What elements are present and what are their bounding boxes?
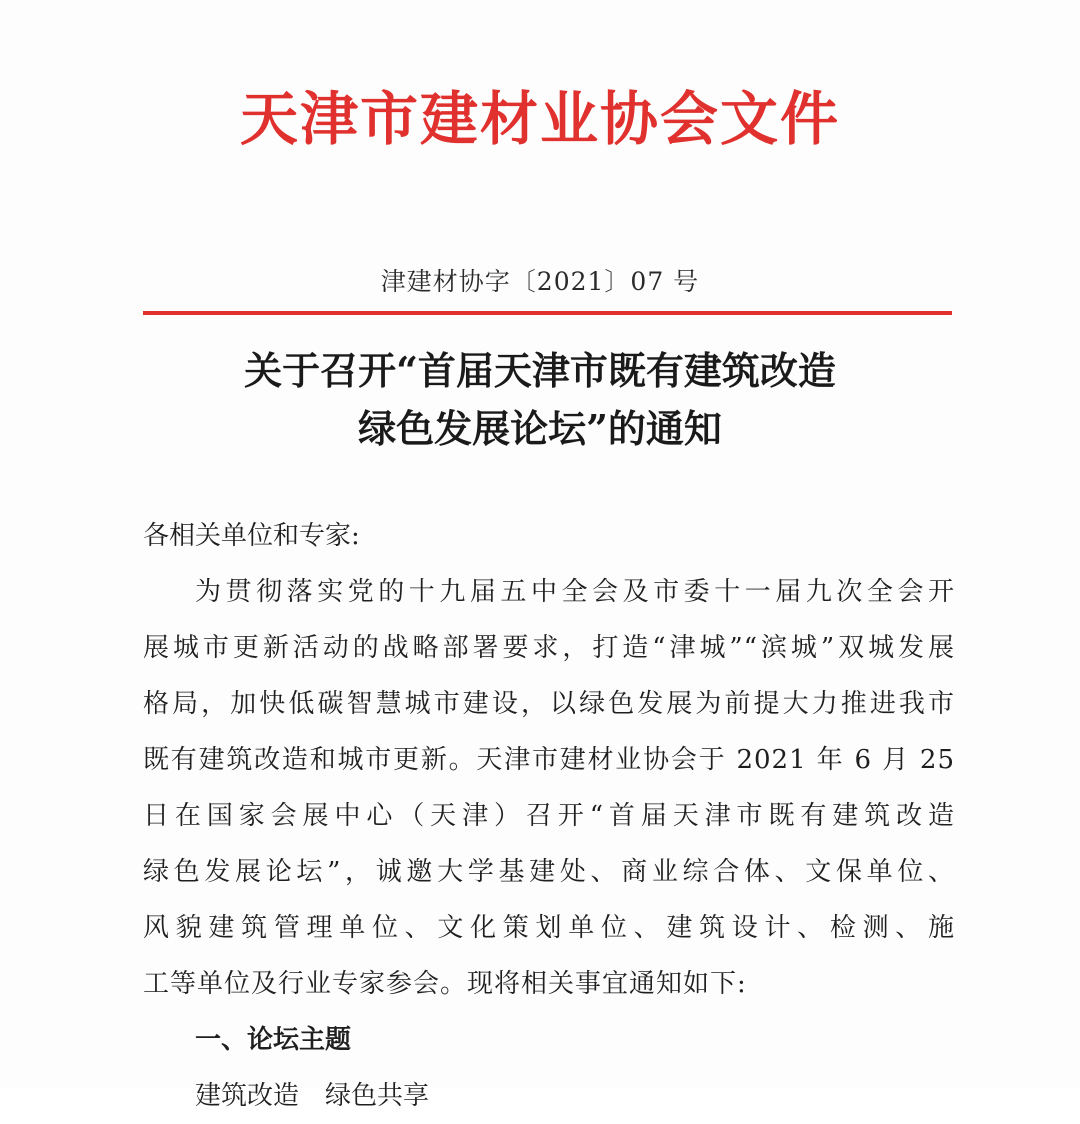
- notice-body: [143, 508, 955, 1124]
- paragraph-line: 绿色发展论坛”，诚邀大学基建处、商业综合体、文保单位、: [143, 857, 955, 887]
- paragraph-line: 格局，加快低碳智慧城市建设，以绿色发展为前提大力推进我市: [143, 689, 955, 719]
- paragraph-line: 风貌建筑管理单位、文化策划单位、建筑设计、检测、施: [143, 913, 955, 943]
- notice-title: [0, 342, 1080, 458]
- masthead-title: 天津市建材业协会文件: [239, 85, 840, 153]
- paragraph-line: 为贯彻落实党的十九届五中全会及市委十一届九次全会开: [195, 577, 955, 607]
- forum-theme-text: 建筑改造 绿色共享: [195, 1081, 430, 1111]
- notice-title-line-2: 绿色发展论坛”的通知: [358, 406, 722, 451]
- salutation: 各相关单位和专家:: [143, 521, 360, 551]
- paragraph-line: 日在国家会展中心（天津）召开“首届天津市既有建筑改造: [143, 801, 955, 831]
- red-divider-line: [143, 311, 952, 315]
- paragraph-line: 工等单位及行业专家参会。现将相关事宜通知如下:: [143, 969, 747, 999]
- paragraph-line: 既有建筑改造和城市更新。天津市建材业协会于 2021 年 6 月 25: [143, 745, 955, 775]
- notice-title-line-1: 关于召开“首届天津市既有建筑改造: [244, 348, 836, 393]
- document-number: 津建材协字〔2021〕07 号: [380, 267, 700, 296]
- paragraph-line: 展城市更新活动的战略部署要求，打造“津城”“滨城”双城发展: [143, 633, 955, 663]
- section-heading-forum-theme: 一、论坛主题: [195, 1025, 352, 1055]
- intro-paragraph: [143, 564, 955, 1012]
